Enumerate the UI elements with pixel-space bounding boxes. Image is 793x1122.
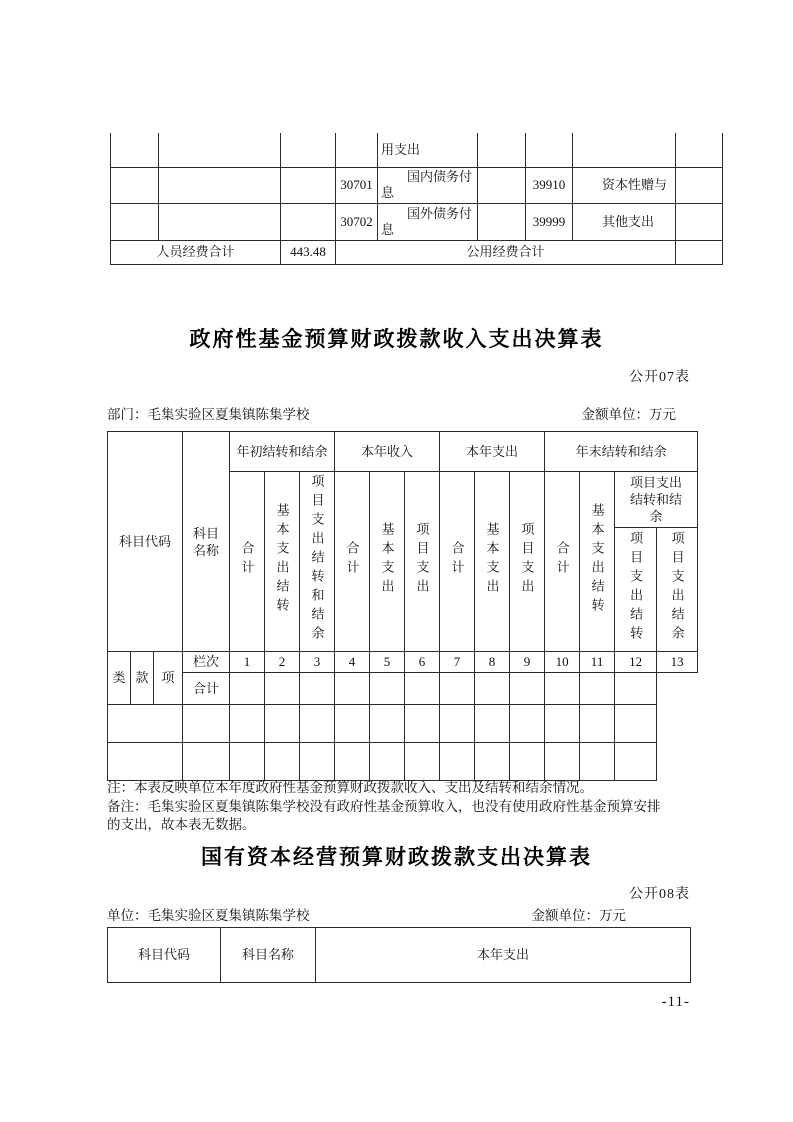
amount-cell [478,203,526,240]
name-cell: 其他支出 [573,203,676,240]
table-row [111,133,723,167]
col-number: 6 [405,652,440,673]
empty-cell [111,167,159,203]
group-year-expense: 本年支出 [440,432,545,472]
empty-cell [475,673,510,705]
empty-cell [159,133,281,167]
col-number: 3 [300,652,335,673]
empty-cell [265,673,300,705]
col-number: 4 [335,652,370,673]
code-cell: 39910 [526,167,573,203]
empty-cell [370,705,405,743]
col-header-13: 项目支出结余 [657,528,698,652]
col-header-3: 项目支出结转和结余 [300,472,335,652]
subject-code-header: 科目代码 [108,432,183,652]
empty-cell [545,673,580,705]
note-line: 注：本表反映单位本年度政府性基金预算财政拨款收入、支出及结转和结余情况。 [107,780,593,795]
empty-cell [580,705,615,743]
capital-department-label: 单位：毛集实验区夏集镇陈集学校 [107,908,310,923]
empty-cell [265,705,300,743]
empty-cell [573,133,676,167]
name-cell: 资本性赠与 [573,167,676,203]
empty-cell [335,743,370,781]
empty-cell [405,743,440,781]
empty-cell [440,743,475,781]
total-row [108,673,698,705]
capital-code-header: 科目代码 [108,928,221,983]
empty-cell [615,743,657,781]
amount-cell [478,167,526,203]
personnel-total-label: 人员经费合计 [111,240,281,264]
group-year-income: 本年收入 [335,432,440,472]
empty-cell [111,133,159,167]
fund-department-label: 部门：毛集实验区夏集镇陈集学校 [107,407,310,422]
blank-data-row [108,743,698,781]
empty-cell [545,705,580,743]
capital-budget-table [107,927,691,983]
empty-cell [230,673,265,705]
group-closing-balance: 年末结转和结余 [545,432,698,472]
page-number: -11- [661,994,690,1010]
capital-expense-header: 本年支出 [316,928,691,983]
col-number: 1 [230,652,265,673]
empty-cell [545,743,580,781]
fund-table-number: 公开07表 [629,370,690,385]
empty-cell [159,167,281,203]
empty-cell [108,705,183,743]
name-cell: 国内债务付息 [378,167,478,203]
empty-cell [336,133,378,167]
column-number-row [108,652,698,673]
totals-row [111,240,723,264]
empty-cell [300,743,335,781]
fund-unit-label: 金额单位：万元 [581,407,676,422]
empty-cell [615,705,657,743]
empty-cell [370,673,405,705]
col-header-2: 基本支出结转 [265,472,300,652]
capital-table-title: 国有资本经营预算财政拨款支出决算表 [201,845,592,869]
capital-name-header: 科目名称 [221,928,316,983]
empty-cell [440,673,475,705]
code-cell: 30701 [336,167,378,203]
empty-cell [108,743,183,781]
empty-cell [335,673,370,705]
col-header-9: 项目支出 [510,472,545,652]
lanci-label: 栏次 [183,652,230,673]
subgroup-header: 项目支出结转和结余 [615,472,698,528]
col-header-11: 基本支出结转 [580,472,615,652]
code-cell: 39999 [526,203,573,240]
col-number: 9 [510,652,545,673]
empty-cell [405,705,440,743]
empty-cell [281,167,336,203]
empty-cell [230,705,265,743]
code-cell: 30702 [336,203,378,240]
empty-cell [440,705,475,743]
wrapped-name-cell: 用支出 [378,133,478,167]
col-number: 8 [475,652,510,673]
remark-line: 备注：毛集实验区夏集镇陈集学校没有政府性基金预算收入，也没有使用政府性基金预算安排的支出，故本表无数据。 [107,798,661,832]
continuation-expense-table [110,133,723,265]
public-total-label: 公用经费合计 [336,240,676,264]
empty-cell [230,743,265,781]
table-row [111,203,723,240]
col-number: 12 [615,652,657,673]
capital-table-number: 公开08表 [629,887,690,902]
subject-name-header: 科目名称 [183,432,230,652]
group-header-row [108,432,698,472]
empty-cell [335,705,370,743]
fund-meta-row [107,403,690,423]
empty-cell [475,705,510,743]
capital-meta-row [107,904,690,924]
col-number: 10 [545,652,580,673]
fund-budget-table [107,431,698,781]
fund-table-title: 政府性基金预算财政拨款收入支出决算表 [189,327,604,351]
empty-cell [111,203,159,240]
name-cell: 国外债务付息 [378,203,478,240]
col-number: 2 [265,652,300,673]
empty-cell [580,673,615,705]
empty-cell [183,743,230,781]
total-row-label: 合计 [183,673,230,705]
col-header-8: 基本支出 [475,472,510,652]
amount-cell [676,167,723,203]
table-row [111,167,723,203]
blank-data-row [108,705,698,743]
col-number: 13 [657,652,698,673]
code-part-item: 项 [154,652,183,705]
empty-cell [281,133,336,167]
empty-cell [300,673,335,705]
empty-cell [159,203,281,240]
code-part-class: 类 [108,652,131,705]
empty-cell [580,743,615,781]
empty-cell [510,673,545,705]
empty-cell [183,705,230,743]
col-number: 11 [580,652,615,673]
col-header-12: 项目支出结转 [615,528,657,652]
header-row [108,928,691,983]
empty-cell [265,743,300,781]
code-part-section: 款 [131,652,154,705]
col-number: 5 [370,652,405,673]
empty-cell [510,743,545,781]
empty-cell [526,133,573,167]
empty-cell [300,705,335,743]
col-header-4: 合计 [335,472,370,652]
col-header-10: 合计 [545,472,580,652]
empty-cell [370,743,405,781]
col-header-1: 合计 [230,472,265,652]
empty-cell [676,133,723,167]
empty-cell [510,705,545,743]
personnel-total-value: 443.48 [281,240,336,264]
empty-cell [615,673,657,705]
empty-cell [478,133,526,167]
col-header-7: 合计 [440,472,475,652]
group-opening-balance: 年初结转和结余 [230,432,335,472]
col-header-5: 基本支出 [370,472,405,652]
col-header-6: 项目支出 [405,472,440,652]
amount-cell [676,203,723,240]
empty-cell [281,203,336,240]
empty-cell [475,743,510,781]
col-number: 7 [440,652,475,673]
capital-unit-label: 金额单位：万元 [531,908,626,923]
fund-table-notes [107,779,672,835]
empty-cell [405,673,440,705]
public-total-value [676,240,723,264]
